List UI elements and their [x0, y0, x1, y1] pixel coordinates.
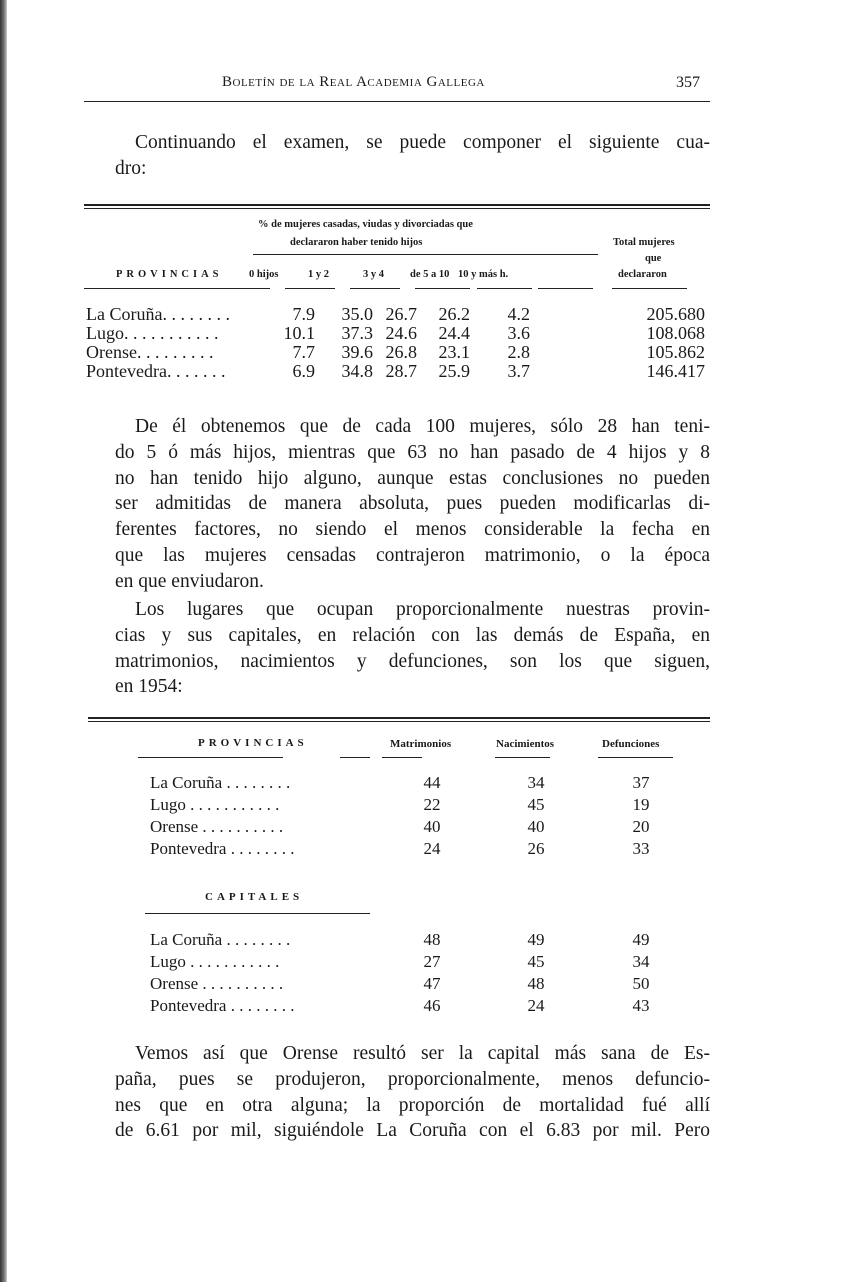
table-cell: 24.4 [438, 323, 470, 343]
line: matrimonios, nacimientos y defunciones, son los que siguen, [115, 650, 710, 672]
table-cell: 37 [632, 773, 650, 792]
line: dro: [115, 157, 147, 179]
group-header: % de mujeres casadas, viudas y divorciadas que [258, 219, 473, 230]
table-cell: 35.0 [341, 304, 373, 324]
provincias-header: PROVINCIAS [116, 269, 223, 280]
table-cell: 34 [527, 773, 545, 792]
row-province: Orense. . . . . . . . . [86, 342, 214, 362]
row-place: Lugo . . . . . . . . . . . [150, 795, 280, 814]
header-rule [84, 101, 710, 102]
column-header: 0 hijos [249, 269, 279, 280]
table-cell: 28.7 [385, 361, 417, 381]
group-header: declararon haber tenido hijos [290, 237, 423, 248]
total-header: Total mujeres [613, 237, 675, 248]
table-cell: 27 [423, 952, 441, 971]
row-province: Pontevedra. . . . . . . [86, 361, 226, 381]
table-cell: 24 [423, 839, 441, 858]
row-province: La Coruña. . . . . . . . [86, 304, 230, 324]
table-cell-total: 205.680 [646, 304, 705, 324]
table-cell-total: 146.417 [646, 361, 705, 381]
paragraph-4 [115, 1041, 710, 1144]
table-cell: 10.1 [283, 323, 315, 343]
line: cias y sus capitales, en relación con las demás de España, en [115, 624, 710, 646]
table-cell: 3.6 [507, 323, 530, 343]
table-cell: 23.1 [438, 342, 470, 362]
table-cell: 20 [632, 817, 650, 836]
line: que las mujeres censadas contrajeron matrimonio, o la época [115, 544, 710, 566]
line: en que enviudaron. [115, 570, 264, 592]
table-cell: 4.2 [507, 304, 530, 324]
table-cell-total: 105.862 [646, 342, 705, 362]
row-place: Pontevedra . . . . . . . . [150, 996, 295, 1015]
table-cell: 48 [423, 930, 441, 949]
table-cell-total: 108.068 [646, 323, 705, 343]
running-header: Boletín de la Real Academia Gallega [222, 74, 485, 90]
column-header: Nacimientos [496, 738, 555, 750]
line: nes que en otra alguna; la proporción de mortalidad fué allí [115, 1094, 710, 1116]
provincias-header: PROVINCIAS [198, 737, 308, 749]
table-cell: 45 [527, 952, 545, 971]
table-cell: 43 [632, 996, 650, 1015]
row-place: Orense . . . . . . . . . . [150, 974, 284, 993]
row-province: Lugo. . . . . . . . . . . [86, 323, 219, 343]
table-cell: 40 [527, 817, 545, 836]
table-cell: 49 [632, 930, 650, 949]
line: do 5 ó más hijos, mientras que 63 no han pasado de 4 hijos y 8 [115, 441, 710, 463]
table-cell: 26.8 [385, 342, 417, 362]
table-cell: 24 [527, 996, 545, 1015]
table-cell: 19 [632, 795, 650, 814]
column-header: Matrimonios [390, 738, 452, 750]
table-cell: 39.6 [341, 342, 373, 362]
table-cell: 22 [423, 795, 441, 814]
row-place: Orense . . . . . . . . . . [150, 817, 284, 836]
scan-edge [0, 0, 7, 1282]
column-header: 3 y 4 [363, 269, 384, 280]
column-header: 1 y 2 [308, 269, 329, 280]
table-cell: 44 [423, 773, 441, 792]
column-header: de 5 a 10 [410, 269, 450, 280]
line: paña, pues se produjeron, proporcionalmente, menos defuncio- [115, 1068, 710, 1090]
table-cell: 33 [632, 839, 650, 858]
table-cell: 47 [423, 974, 441, 993]
table-cell: 25.9 [438, 361, 470, 381]
table-cell: 3.7 [507, 361, 530, 381]
capitales-header: CAPITALES [205, 891, 304, 903]
column-header: Defunciones [602, 738, 660, 750]
row-place: La Coruña . . . . . . . . [150, 773, 291, 792]
table-cell: 26.7 [385, 304, 417, 324]
total-header: que [645, 253, 662, 264]
row-place: La Coruña . . . . . . . . [150, 930, 291, 949]
line: ferentes factores, no siendo el menos considerable la fecha en [115, 519, 710, 541]
table-cell: 46 [423, 996, 441, 1015]
paragraph-3 [115, 597, 710, 700]
paragraph-2 [115, 414, 710, 595]
line: no han tenido hijo alguno, aunque estas conclusiones no pueden [115, 467, 710, 489]
table-cell: 7.7 [292, 342, 315, 362]
table-cell: 50 [632, 974, 650, 993]
table-cell: 26 [527, 839, 545, 858]
table-cell: 7.9 [292, 304, 315, 324]
table-cell: 6.9 [292, 361, 315, 381]
paragraph-1 [115, 130, 710, 182]
line: Los lugares que ocupan proporcionalmente nuestras provin- [135, 599, 710, 620]
line: de 6.61 por mil, siguiéndole La Coruña con el 6.83 por mil. Pero [115, 1120, 710, 1142]
line: Continuando el examen, se puede componer el siguiente cua- [135, 132, 710, 153]
line: en 1954: [115, 676, 183, 698]
table-cell: 49 [527, 930, 545, 949]
line: ser admitidas de manera absoluta, pues pueden modificarlas di- [115, 493, 710, 515]
line: De él obtenemos que de cada 100 mujeres, sólo 28 han teni- [135, 416, 710, 437]
table-cell: 26.2 [438, 304, 470, 324]
table-cell: 48 [527, 974, 545, 993]
table-cell: 24.6 [385, 323, 417, 343]
column-header: 10 y más h. [458, 269, 509, 280]
total-header: declararon [618, 269, 667, 280]
row-place: Lugo . . . . . . . . . . . [150, 952, 280, 971]
table-cell: 45 [527, 795, 545, 814]
line: Vemos así que Orense resultó ser la capital más sana de Es- [135, 1043, 710, 1064]
page-number: 357 [676, 74, 700, 91]
table-cell: 37.3 [341, 323, 373, 343]
row-place: Pontevedra . . . . . . . . [150, 839, 295, 858]
table-cell: 34.8 [341, 361, 373, 381]
table-cell: 34 [632, 952, 650, 971]
table-cell: 2.8 [507, 342, 530, 362]
table-cell: 40 [423, 817, 441, 836]
